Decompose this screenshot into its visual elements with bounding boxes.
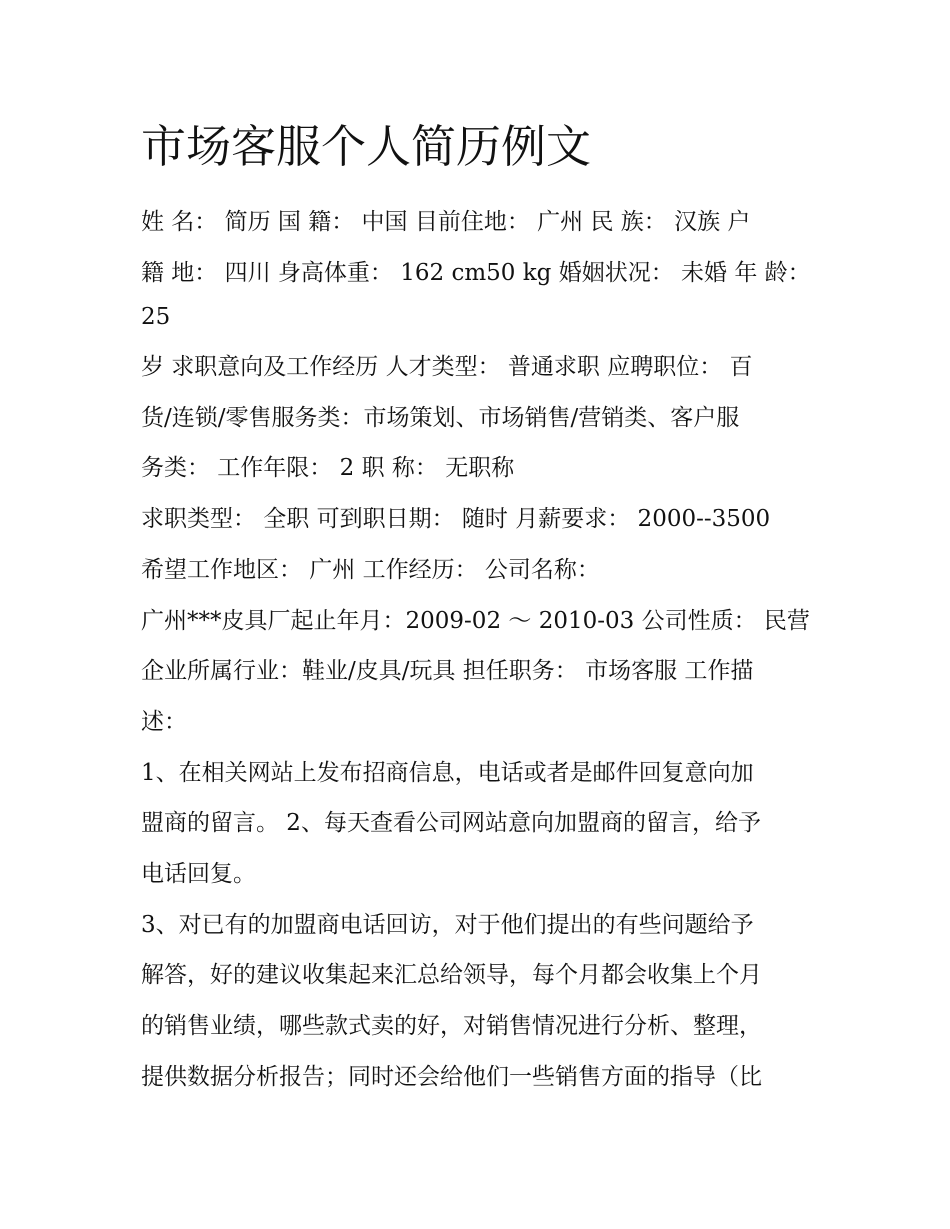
text-line: 企业所属行业：鞋业/皮具/玩具 担任职务： 市场客服 工作描: [141, 658, 754, 684]
text-line: 货/连锁/零售服务类：市场策划、市场销售/营销类、客户服: [141, 405, 740, 431]
text-line: 述：: [141, 709, 187, 735]
text-line: 解答，好的建议收集起来汇总给领导，每个月都会收集上个月: [141, 962, 762, 988]
text-line: 电话回复。: [141, 861, 256, 887]
text-line: 务类： 工作年限： 2 职 称： 无职称: [141, 455, 515, 481]
text-line: 希望工作地区： 广州 工作经历： 公司名称：: [141, 557, 600, 583]
text-line: 姓 名： 简历 国 籍： 中国 目前住地： 广州 民 族： 汉族 户: [141, 209, 751, 235]
text-line: 1、在相关网站上发布招商信息，电话或者是邮件回复意向加: [141, 760, 754, 786]
text-line: 25: [141, 304, 171, 330]
text-line: 岁 求职意向及工作经历 人才类型： 普通求职 应聘职位： 百: [141, 354, 753, 380]
text-line: 的销售业绩，哪些款式卖的好，对销售情况进行分析、整理，: [141, 1013, 762, 1039]
text-line: 求职类型： 全职 可到职日期： 随时 月薪要求： 2000--3500: [141, 506, 771, 532]
text-line: 3、对已有的加盟商电话回访，对于他们提出的有些问题给予: [141, 912, 754, 938]
text-line: 提供数据分析报告；同时还会给他们一些销售方面的指导（比: [141, 1064, 762, 1090]
text-line: 广州***皮具厂起止年月：2009-02 ～ 2010-03 公司性质： 民营: [141, 608, 810, 634]
text-line: 籍 地： 四川 身高体重： 162 cm50 kg 婚姻状况： 未婚 年 龄：: [141, 260, 811, 286]
text-line: 盟商的留言。 2、每天查看公司网站意向加盟商的留言，给予: [141, 810, 761, 836]
page-title: 市场客服个人简历例文: [141, 120, 592, 173]
